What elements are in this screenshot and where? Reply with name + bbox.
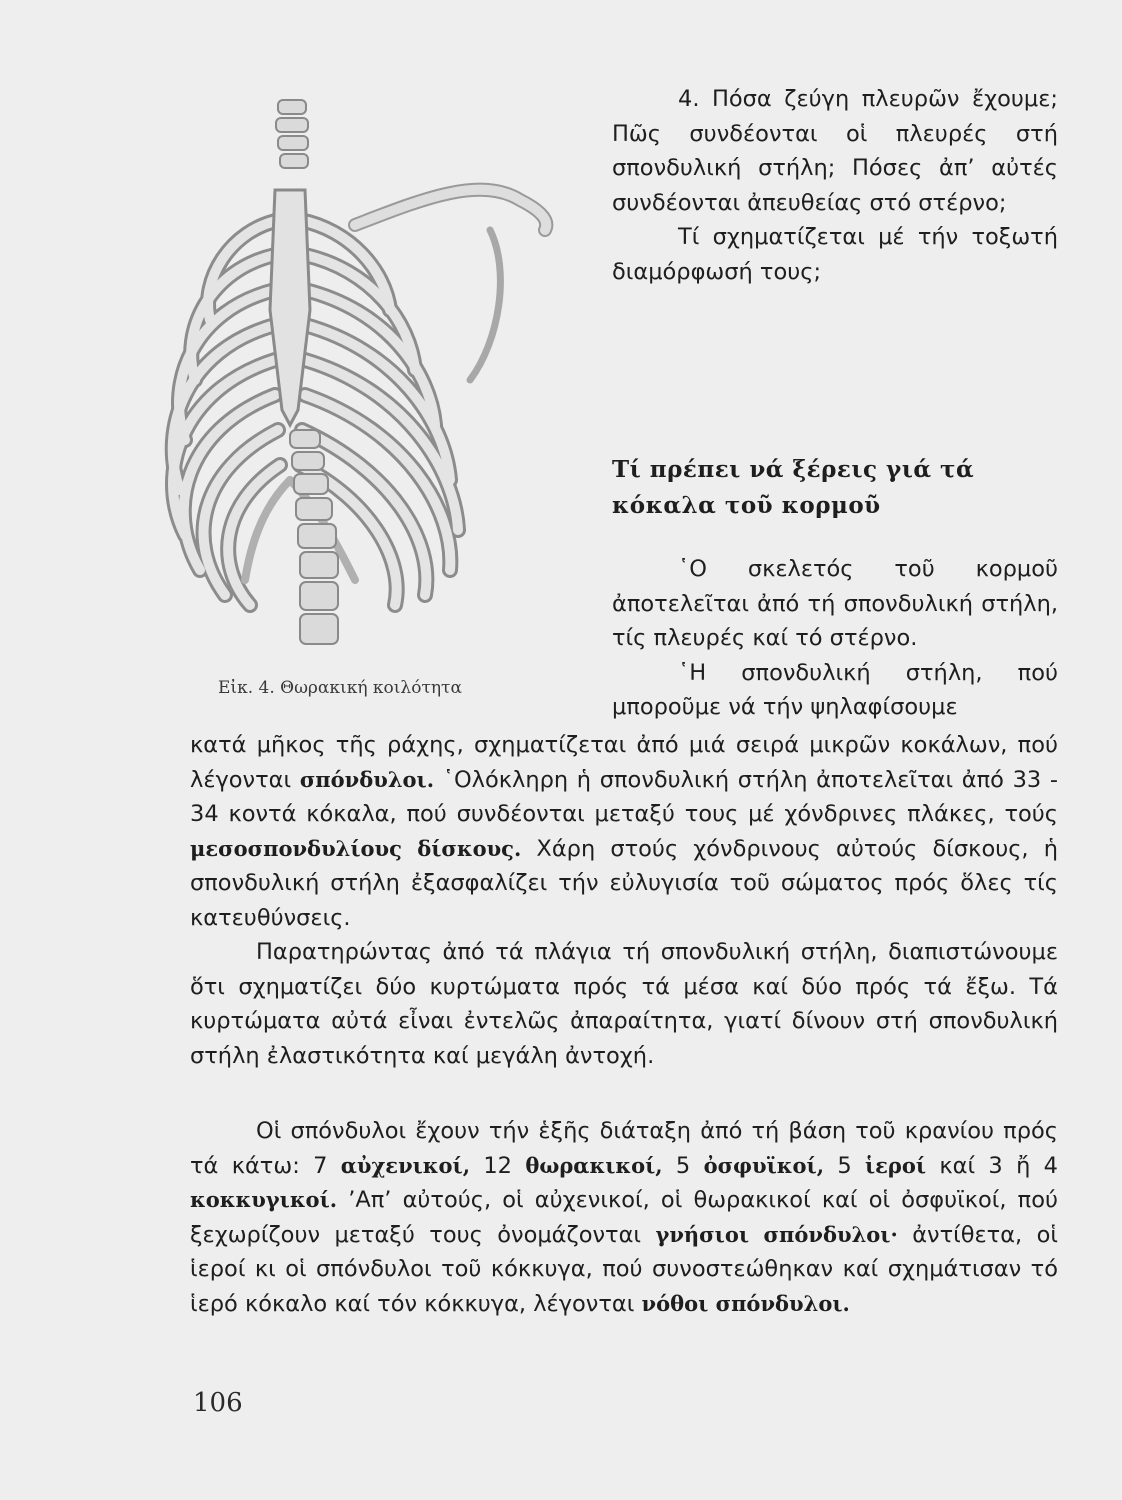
term-lumbar: ὀσφυϊκοί, [703,1152,825,1178]
page-number: 106 [193,1388,243,1418]
section-heading-block [612,452,1058,524]
term-vertebrae: σπόνδυλοι. [299,766,435,792]
term-intervertebral-discs: μεσοσπονδυλίους δίσκους. [190,835,522,861]
term-coccygeal: κοκκυγικοί. [190,1187,338,1212]
question-block [612,82,1058,289]
paragraph-skeleton: ῾Ο σκελετός τοῦ κορμοῦ ἀποτελεῖται ἀπό τή σπονδυλική στήλη, τίς πλευρές καί τό στέρνο. [612,556,1058,651]
term-false-vertebrae: νόθοι σπόνδυλοι. [641,1290,850,1316]
figure-caption: Εἰκ. 4. Θωρακική κοιλότητα [218,678,462,698]
rib-cage-drawing [140,80,580,680]
paragraph-spine-start: ῾Η σπονδυλική στήλη, πού μποροῦμε νά τήν ψηλαφίσουμε [612,659,1058,720]
main-text [190,728,1058,1073]
intro-column [612,552,1058,725]
term-true-vertebrae: γνήσιοι σπόνδυλοι· [655,1221,898,1247]
question-4-followup: Τί σχηματίζεται μέ τήν τοξωτή διαμόρφωσή τους; [612,224,1058,285]
paragraph-spine-continued: κατά μῆκος τῆς ράχης, σχηματίζεται ἀπό μιά σειρά μικρῶν κοκάλων, πού λέγονται σπόνδυλοι. ῾Ολόκληρη ἡ σπονδυλική στήλη ἀποτελεῖται ἀπό 33 - 34 κοντά κόκαλα, πού συνδέονται μεταξύ τους μέ χόνδρινες πλάκες, τούς μεσοσπονδυλίους δίσκους. Χάρη στούς χόνδρινους αὐτούς δίσκους, ἡ σπονδυλική στήλη ἐξασφαλίζει τήν εὐλυγισία τοῦ σώματος πρός ὅλες τίς κατευθύνσεις. [190,732,1058,931]
rib-cage-illustration [140,80,580,680]
section-title: Τί πρέπει νά ξέρεις γιά τά κόκαλα τοῦ κορμοῦ [612,456,975,519]
paragraph-vertebrae-order: Οἱ σπόνδυλοι ἔχουν τήν ἑξῆς διάταξη ἀπό τή βάση τοῦ κρανίου πρός τά κάτω: 7 αὐχενικοί, 12 θωρακικοί, 5 ὀσφυϊκοί, 5 ἱεροί καί 3 ἤ 4 κοκκυγικοί. ’Απ’ αὐτούς, οἱ αὐχενικοί, οἱ θωρακικοί καί οἱ ὀσφυϊκοί, πού ξεχωρίζουν μεταξύ τους ὀνομάζονται γνήσιοι σπόνδυλοι· ἀντίθετα, οἱ ἱεροί κι οἱ σπόνδυλοι τοῦ κόκκυγα, πού συνοστεώθηκαν καί σχημάτισαν τό ἱερό κόκαλο καί τόν κόκκυγα, λέγονται νόθοι σπόνδυλοι. [190,1118,1059,1317]
term-thoracic: θωρακικοί, [525,1152,663,1178]
term-sacral: ἱεροί [865,1152,927,1178]
paragraph-curvatures: Παρατηρώντας ἀπό τά πλάγια τή σπονδυλική στήλη, διαπιστώνουμε ὅτι σχηματίζει δύο κυρτώματα πρός τά μέσα καί δύο πρός τά ἔξω. Τά κυρτώματα αὐτά εἶναι ἐντελῶς ἀπαραίτητα, γιατί δίνουν στή σπονδυλική στήλη ἐλαστικότητα καί μεγάλη ἀντοχή. [190,939,1058,1069]
question-4: 4. Πόσα ζεύγη πλευρῶν ἔχουμε; Πῶς συνδέονται οἱ πλευρές στή σπονδυλική στήλη; Πόσες ἀπ’ αὐτές συνδέονται ἀπευθείας στό στέρνο; [612,86,1058,216]
vertebrae-text [190,1114,1058,1321]
term-cervical: αὐχενικοί, [340,1152,471,1178]
